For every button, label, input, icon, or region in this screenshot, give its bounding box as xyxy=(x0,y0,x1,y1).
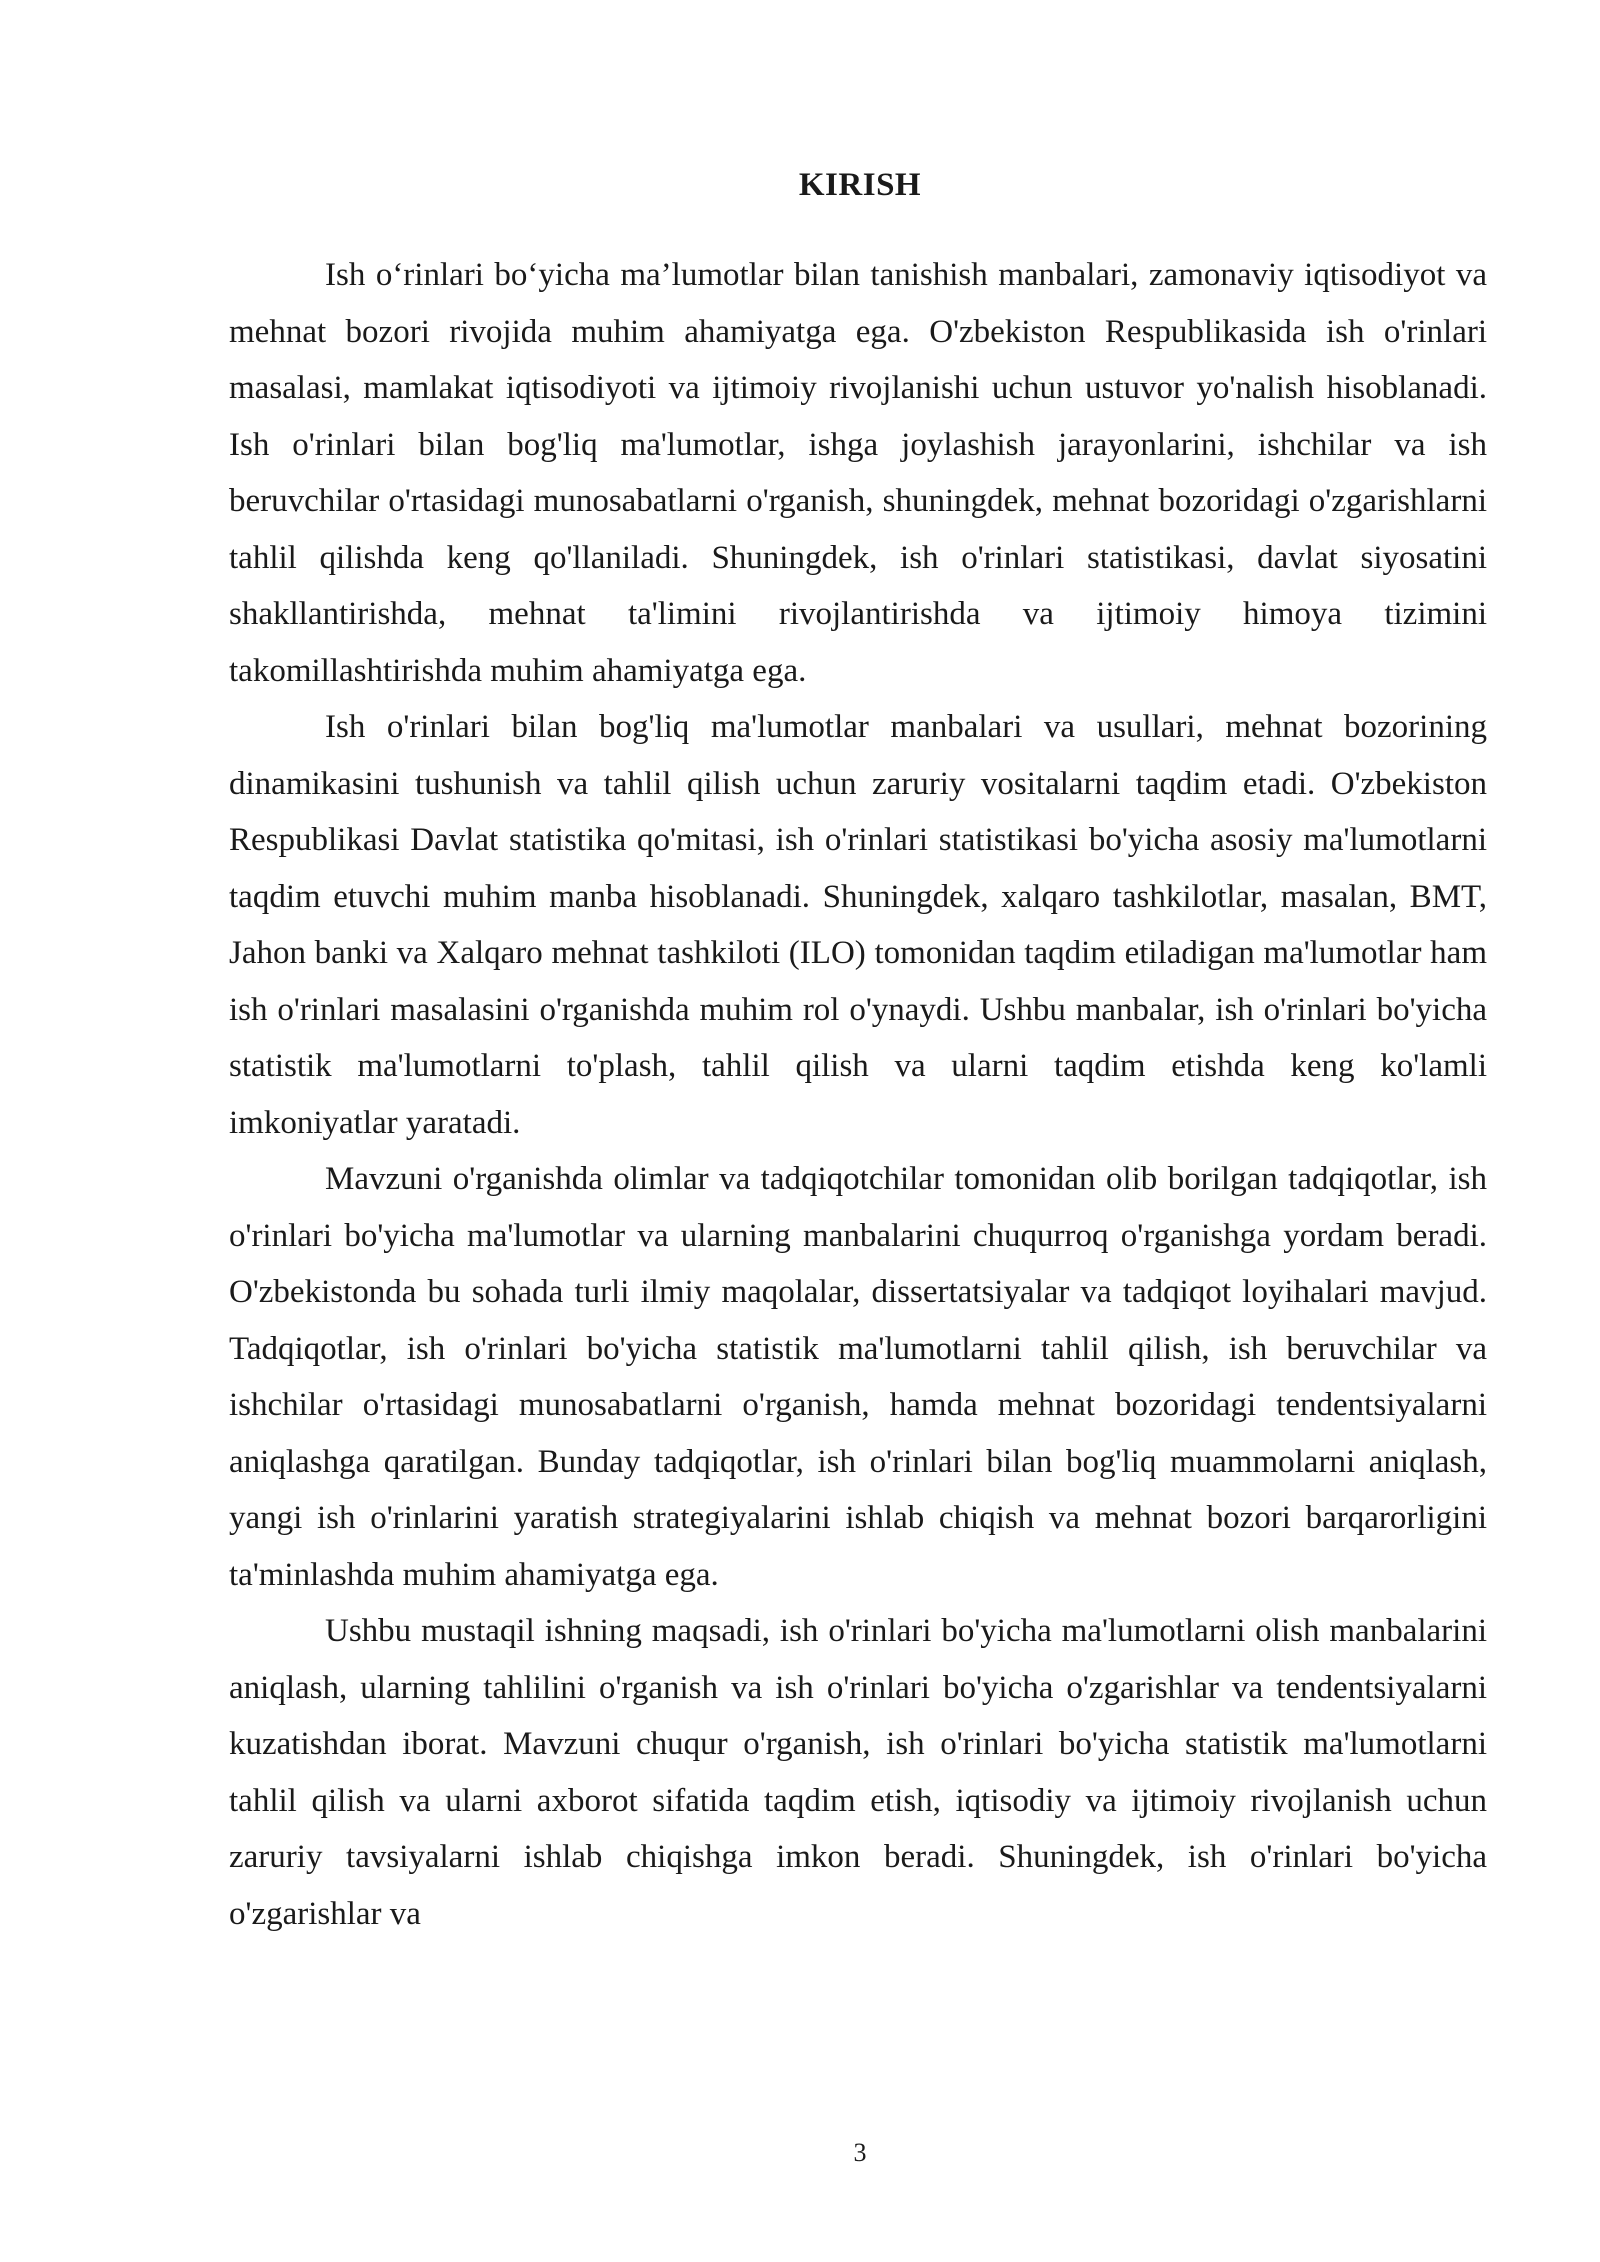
paragraph-1: Ish o‘rinlari bo‘yicha ma’lumotlar bilan tanishish manbalari, zamonaviy iqtisodiyot va mehnat bozori rivojida muhim ahamiyatga ega. O'zbekiston Respublikasida ish o'rinlari masalasi, mamlakat iqtisodiyoti va ijtimoiy rivojlanishi uchun ustuvor yo'nalish hisoblanadi. Ish o'rinlari bilan bog'liq ma'lumotlar, ishga joylashish jarayonlarini, ishchilar va ish beruvchilar o'rtasidagi munosabatlarni o'rganish, shuningdek, mehnat bozoridagi o'zgarishlarni tahlil qilishda keng qo'llaniladi. Shuningdek, ish o'rinlari statistikasi, davlat siyosatini shakllantirishda, mehnat ta'limini rivojlantirishda va ijtimoiy himoya tizimini takomillashtirishda muhim ahamiyatga ega. xyxy=(229,257,1487,689)
paragraph-3: Mavzuni o'rganishda olimlar va tadqiqotchilar tomonidan olib borilgan tadqiqotlar, ish o'rinlari bo'yicha ma'lumotlar va ularning manbalarini chuqurroq o'rganishga yordam beradi. O'zbekistonda bu sohada turli ilmiy maqolalar, dissertatsiyalar va tadqiqot loyihalari mavjud. Tadqiqotlar, ish o'rinlari bo'yicha statistik ma'lumotlarni tahlil qilish, ish beruvchilar va ishchilar o'rtasidagi munosabatlarni o'rganish, hamda mehnat bozoridagi tendentsiyalarni aniqlashga qaratilgan. Bunday tadqiqotlar, ish o'rinlari bilan bog'liq muammolarni aniqlash, yangi ish o'rinlarini yaratish strategiyalarini ishlab chiqish va mehnat bozori barqarorligini ta'minlashda muhim ahamiyatga ega. xyxy=(229,1161,1487,1593)
page-title: KIRISH xyxy=(798,167,922,203)
paragraph-2: Ish o'rinlari bilan bog'liq ma'lumotlar manbalari va usullari, mehnat bozorining dinamikasini tushunish va tahlil qilish uchun zaruriy vositalarni taqdim etadi. O'zbekiston Respublikasi Davlat statistika qo'mitasi, ish o'rinlari statistikasi bo'yicha asosiy ma'lumotlarni taqdim etuvchi muhim manba hisoblanadi. Shuningdek, xalqaro tashkilotlar, masalan, BMT, Jahon banki va Xalqaro mehnat tashkiloti (ILO) tomonidan taqdim etiladigan ma'lumotlar ham ish o'rinlari masalasini o'rganishda muhim rol o'ynaydi. Ushbu manbalar, ish o'rinlari bo'yicha statistik ma'lumotlarni to'plash, tahlil qilish va ularni taqdim etishda keng ko'lamli imkoniyatlar yaratadi. xyxy=(229,709,1487,1141)
paragraph-4: Ushbu mustaqil ishning maqsadi, ish o'rinlari bo'yicha ma'lumotlarni olish manbalarini aniqlash, ularning tahlilini o'rganish va ish o'rinlari bo'yicha o'zgarishlar va tendentsiyalarni kuzatishdan iborat. Mavzuni chuqur o'rganish, ish o'rinlari bo'yicha statistik ma'lumotlarni tahlil qilish va ularni axborot sifatida taqdim etish, iqtisodiy va ijtimoiy rivojlanish uchun zaruriy tavsiyalarni ishlab chiqishga imkon beradi. Shuningdek, ish o'rinlari bo'yicha o'zgarishlar va xyxy=(229,1613,1487,1932)
body-text xyxy=(229,247,1487,1942)
page-number: 3 xyxy=(853,2138,867,2167)
